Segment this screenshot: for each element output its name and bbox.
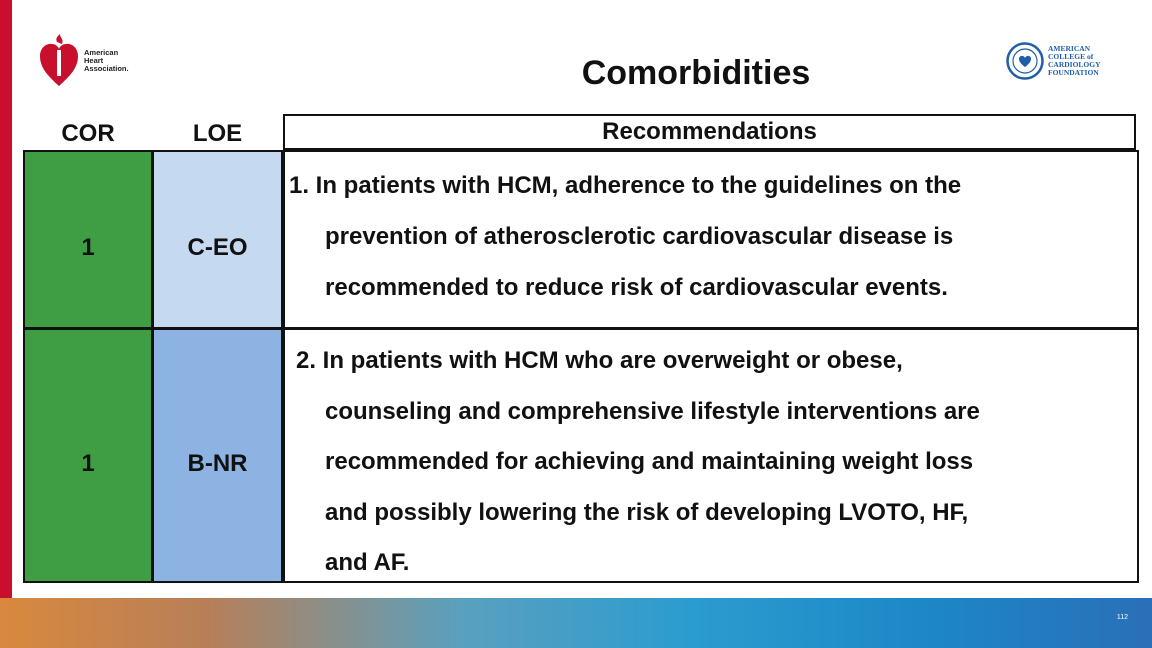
acc-word-3: CARDIOLOGY: [1048, 60, 1101, 69]
recommendation-line: prevention of atherosclerotic cardiovascular disease is: [325, 223, 954, 250]
aha-word-2: Heart: [84, 56, 104, 65]
recommendation-line: recommended for achieving and maintaining weight loss: [325, 448, 974, 475]
aha-word-3: Association.: [84, 64, 129, 73]
recommendation-line: recommended to reduce risk of cardiovascular events.: [325, 274, 948, 301]
acc-word-1: AMERICAN: [1048, 44, 1091, 53]
recommendation-line: 1. In patients with HCM, adherence to the guidelines on the: [289, 172, 962, 199]
cor-cell-row-1: [23, 150, 153, 329]
recommendations-header-label: Recommendations: [602, 118, 817, 145]
page-title: Comorbidities: [581, 54, 811, 92]
recommendation-line: and AF.: [325, 549, 410, 576]
loe-cell-row-1: [152, 150, 283, 329]
loe-value: B-NR: [187, 450, 248, 477]
recommendations-header: [283, 114, 1136, 150]
page-number: 112: [1116, 614, 1128, 621]
cor-value: 1: [81, 234, 95, 261]
acc-word-4: FOUNDATION: [1048, 68, 1099, 77]
recommendation-cell-row-2: [283, 328, 1139, 583]
cor-value: 1: [81, 450, 95, 477]
loe-header: LOE: [192, 120, 243, 147]
cor-cell-row-2: [23, 328, 153, 583]
recommendation-line: counseling and comprehensive lifestyle interventions are: [325, 398, 980, 425]
recommendation-line: 2. In patients with HCM who are overweight or obese,: [296, 347, 903, 374]
recommendation-cell-row-1: [283, 150, 1139, 329]
loe-cell-row-2: [152, 328, 283, 583]
recommendation-line: and possibly lowering the risk of developing LVOTO, HF,: [325, 499, 969, 526]
aha-word-1: American: [84, 48, 119, 57]
loe-value: C-EO: [187, 234, 248, 261]
footer-gradient-bar: [0, 598, 1152, 648]
acc-word-2: COLLEGE of: [1048, 52, 1094, 61]
cor-header: COR: [61, 120, 115, 147]
